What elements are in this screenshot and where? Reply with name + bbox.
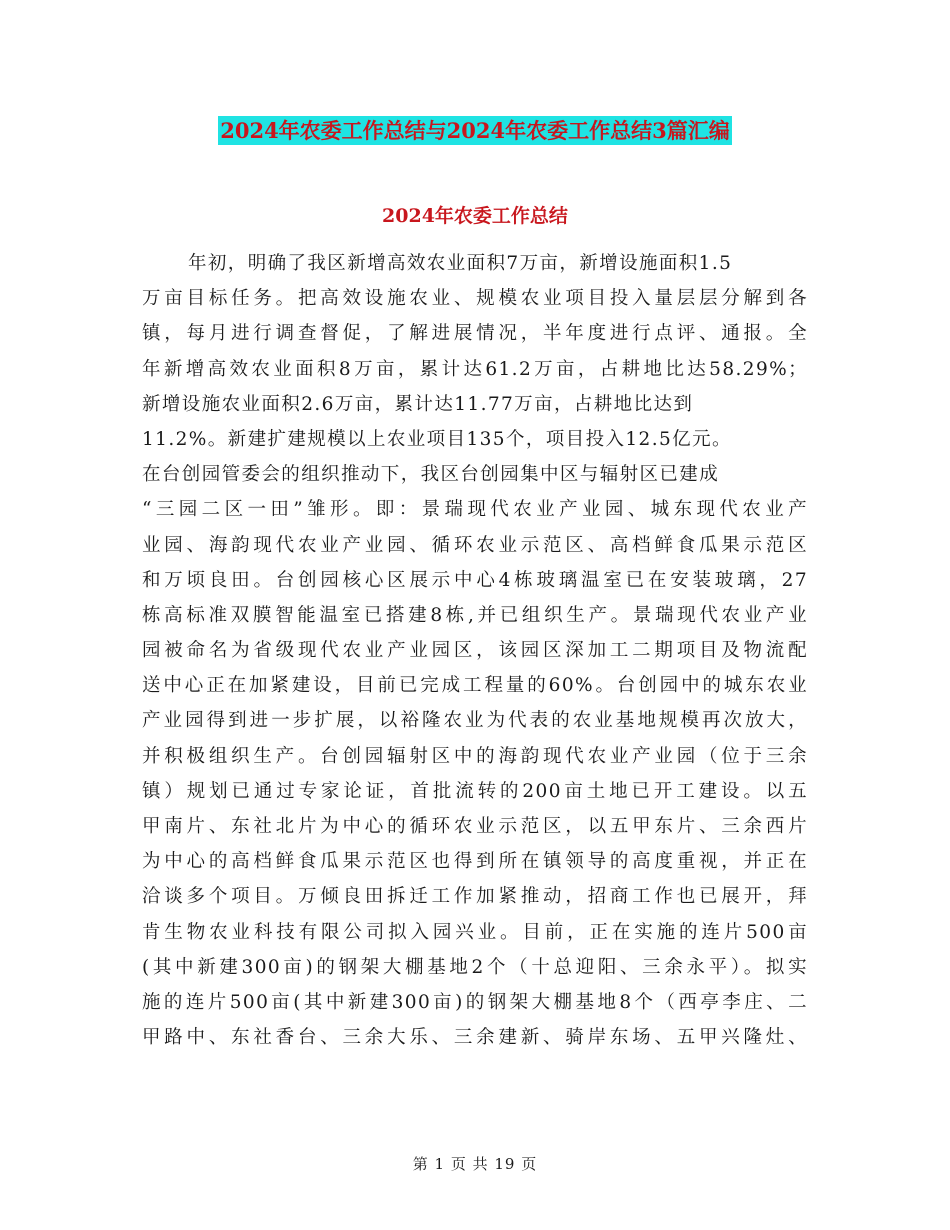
text-line: 送中心正在加紧建设，目前已完成工程量的60%。台创园中的城东农业 [142,675,808,697]
document-title-text: 2024年农委工作总结与2024年农委工作总结3篇汇编 [220,118,730,143]
text-line: 和万顷良田。台创园核心区展示中心4栋玻璃温室已在安装玻璃，27 [142,569,808,591]
text-line: 11.2%。新建扩建规模以上农业项目135个，项目投入12.5亿元。 [142,428,732,450]
text-line: 产业园得到进一步扩展，以裕隆农业为代表的农业基地规模再次放大， [142,710,808,732]
text-line: 栋高标准双膜智能温室已搭建8栋,并已组织生产。景瑞现代农业产业 [142,604,808,626]
text-line: 在台创园管委会的组织推动下，我区台创园集中区与辐射区已建成 [142,464,720,486]
text-line: 镇，每月进行调查督促，了解进展情况，半年度进行点评、通报。全 [142,323,808,345]
text-line: 万亩目标任务。把高效设施农业、规模农业项目投入量层层分解到各 [142,288,808,310]
text-line: 为中心的高档鲜食瓜果示范区也得到所在镇领导的高度重视，并正在 [142,851,808,873]
section-title: 2024年农委工作总结 [382,205,568,227]
text-line: 新增设施农业面积2.6万亩，累计达11.77万亩，占耕地比达到 [142,393,694,415]
text-line: “三园二区一田”雏形。即：景瑞现代农业产业园、城东现代农业产 [142,499,808,521]
text-line: 年初，明确了我区新增高效农业面积7万亩，新增设施面积1.5 [188,253,733,274]
text-line: 业园、海韵现代农业产业园、循环农业示范区、高档鲜食瓜果示范区 [142,534,808,556]
text-line: 园被命名为省级现代农业产业园区，该园区深加工二期项目及物流配 [142,640,808,662]
page-number-footer: 第 1 页 共 19 页 [412,1155,538,1173]
text-line: (其中新建300亩)的钢架大棚基地2个（十总迎阳、三余永平）。拟实 [142,956,808,978]
text-line: 年新增高效农业面积8万亩，累计达61.2万亩，占耕地比达58.29%； [142,358,808,380]
text-line: 肯生物农业科技有限公司拟入园兴业。目前，正在实施的连片500亩 [142,921,808,943]
body-text [142,246,808,1055]
text-line: 并积极组织生产。台创园辐射区中的海韵现代农业产业园（位于三余 [142,745,808,767]
document-title [0,116,950,146]
text-line: 施的连片500亩(其中新建300亩)的钢架大棚基地8个（西亭李庄、二 [142,991,808,1013]
text-line: 洽谈多个项目。万倾良田拆迁工作加紧推动，招商工作也已展开，拜 [142,886,808,908]
text-line: 镇）规划已通过专家论证，首批流转的200亩土地已开工建设。以五 [142,780,808,802]
text-line: 甲南片、东社北片为中心的循环农业示范区，以五甲东片、三余西片 [142,816,808,837]
text-line: 甲路中、东社香台、三余大乐、三余建新、骑岸东场、五甲兴隆灶、 [142,1027,808,1049]
